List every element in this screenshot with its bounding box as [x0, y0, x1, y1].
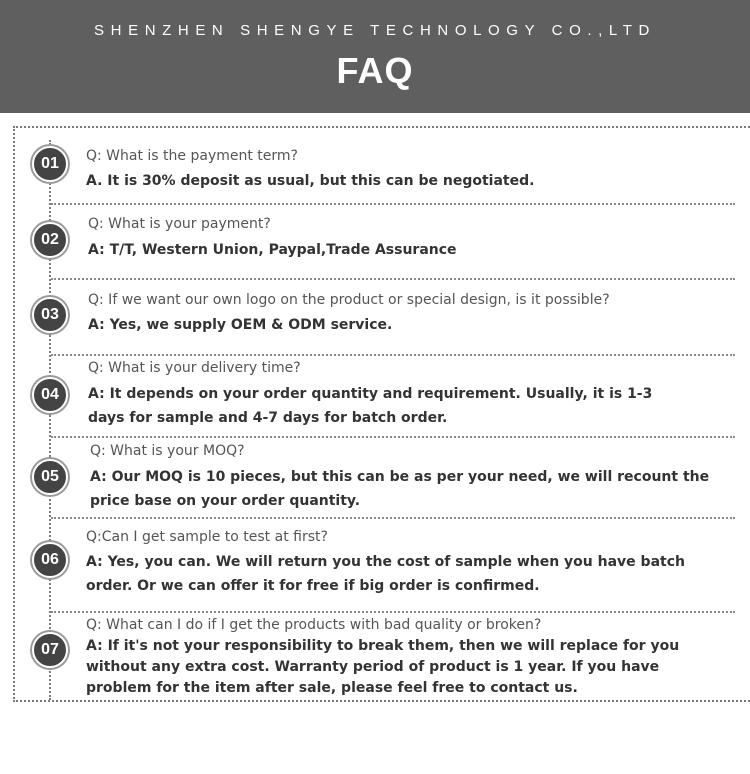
faq-question: Q: What is your MOQ?	[90, 443, 245, 459]
faq-answer: A: If it's not your responsibility to break them, then we will replace for you without any extra cost. Warranty period of product is 1 year. If you have problem for the item after sale, please feel free to contact us.	[86, 638, 680, 696]
faq-separator	[51, 517, 735, 519]
faq-answer: A: Yes, you can. We will return you the cost of sample when you have batch order. Or we can offer it for free if big order is confirmed.	[86, 554, 685, 594]
faq-separator	[51, 436, 735, 438]
faq-question: Q: If we want our own logo on the product or special design, is it possible?	[88, 292, 610, 308]
header-banner	[0, 0, 750, 113]
faq-question: Q: What is your delivery time?	[88, 360, 301, 376]
faq-number-badge: 02	[32, 222, 68, 258]
faq-question: Q: What is the payment term?	[86, 148, 298, 164]
faq-separator	[51, 354, 735, 356]
faq-separator	[51, 611, 735, 613]
faq-number-badge: 03	[32, 297, 68, 333]
page-title: FAQ	[336, 50, 414, 91]
faq-number-badge: 01	[32, 146, 68, 182]
faq-question: Q: What can I do if I get the products with bad quality or broken?	[86, 617, 542, 633]
faq-answer: A: It depends on your order quantity and requirement. Usually, it is 1-3 days for sample and 4-7 days for batch order.	[88, 386, 653, 426]
faq-separator	[51, 203, 735, 205]
company-name: SHENZHEN SHENGYE TECHNOLOGY CO.,LTD	[94, 22, 656, 39]
faq-answer: A: Our MOQ is 10 pieces, but this can be as per your need, we will recount the price base on your order quantity.	[90, 469, 710, 509]
faq-question: Q:Can I get sample to test at first?	[86, 529, 328, 545]
faq-separator	[51, 278, 735, 280]
faq-answer: A: T/T, Western Union, Paypal,Trade Assurance	[88, 242, 457, 258]
faq-number-badge: 05	[32, 459, 68, 495]
faq-number-badge: 06	[32, 542, 68, 578]
faq-answer: A. It is 30% deposit as usual, but this can be negotiated.	[86, 173, 535, 189]
faq-question: Q: What is your payment?	[88, 216, 271, 232]
faq-number-badge: 04	[32, 377, 68, 413]
faq-answer: A: Yes, we supply OEM & ODM service.	[88, 317, 393, 333]
faq-number-badge: 07	[32, 632, 68, 668]
